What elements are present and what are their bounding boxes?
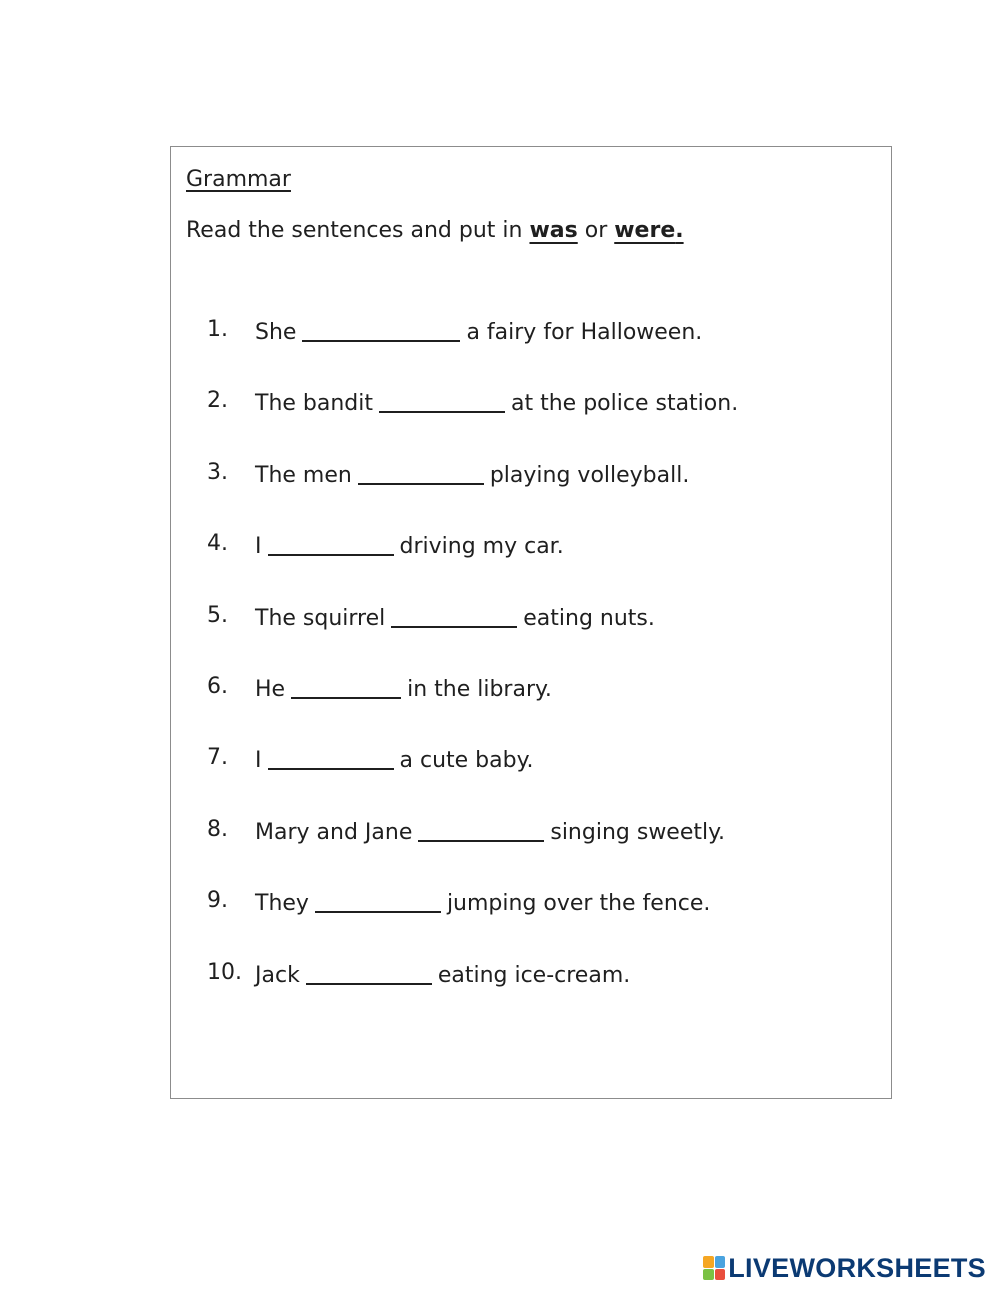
item-text-before: The squirrel [255,605,386,631]
logo-square [715,1256,726,1268]
item-text-after: eating ice-cream. [437,962,631,988]
answer-blank[interactable] [379,389,505,413]
liveworksheets-logo-icon [703,1256,725,1280]
item-text-before: The men [255,462,352,488]
item-number: 5. [207,602,228,628]
logo-square [703,1256,714,1268]
instruction-prefix: Read the sentences and put in [186,218,530,243]
item-text-before: Mary and Jane [255,819,413,845]
keyword-were: were [614,218,676,243]
worksheet-heading: Grammar [186,167,291,192]
instruction-text [186,218,684,243]
item-text-before: I [255,748,262,774]
item-sentence [255,815,725,848]
answer-blank[interactable] [315,889,441,913]
item-number: 9. [207,888,228,914]
answer-blank[interactable] [418,818,544,842]
item-text-before: The bandit [255,391,374,417]
keyword-was: was [529,218,578,243]
logo-square [715,1269,726,1281]
item-text-before: He [255,676,286,702]
item-sentence [255,743,533,776]
item-sentence [255,672,552,705]
item-number: 2. [207,388,228,414]
item-text-before: She [255,320,297,345]
worksheet-frame [170,146,892,1099]
answer-blank[interactable] [302,318,460,342]
answer-blank[interactable] [391,604,517,628]
item-text-after: driving my car. [399,534,564,560]
item-number: 1. [207,317,228,342]
item-text-before: I [255,534,262,560]
item-text-after: jumping over the fence. [446,891,711,917]
answer-blank[interactable] [268,532,394,556]
item-number: 10. [207,959,242,985]
item-text-after: singing sweetly. [550,819,725,845]
item-sentence [255,458,689,491]
item-number: 7. [207,745,228,771]
item-sentence [255,315,702,348]
logo-square [703,1269,714,1281]
item-sentence [255,601,655,634]
item-text-after: at the police station. [511,391,739,417]
brand-wordmark: LIVEWORKSHEETS [728,1252,986,1283]
item-text-before: They [255,891,309,917]
item-number: 4. [207,531,228,557]
item-text-after: a fairy for Halloween. [466,320,703,345]
item-number: 6. [207,673,228,699]
answer-blank[interactable] [291,675,401,699]
answer-blank[interactable] [268,746,394,770]
instruction-middle: or [577,218,615,243]
item-text-after: eating nuts. [523,605,655,631]
liveworksheets-brand[interactable] [703,1252,986,1284]
item-text-after: a cute baby. [399,748,534,774]
item-sentence [255,886,710,919]
item-text-before: Jack [255,962,300,988]
answer-blank[interactable] [306,961,432,985]
item-number: 8. [207,816,228,842]
item-text-after: in the library. [407,676,552,702]
instruction-suffix: . [675,218,684,243]
item-sentence [255,958,630,991]
item-number: 3. [207,459,228,485]
item-text-after: playing volleyball. [489,462,690,488]
item-sentence [255,529,564,562]
answer-blank[interactable] [358,461,484,485]
item-sentence [255,386,738,419]
